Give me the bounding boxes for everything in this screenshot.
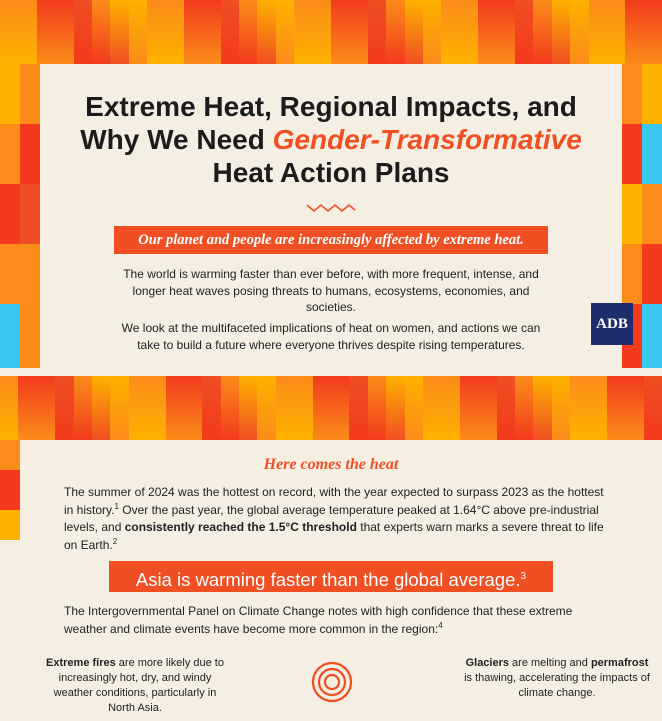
stripe bbox=[74, 376, 92, 440]
stripe bbox=[368, 0, 386, 64]
stripe bbox=[92, 376, 110, 440]
stripe bbox=[552, 376, 570, 440]
stripe bbox=[589, 0, 607, 64]
footnote-2: 2 bbox=[112, 537, 118, 547]
stripe bbox=[276, 376, 294, 440]
footnote-4: 4 bbox=[438, 621, 443, 631]
title-accent: Gender-Transformative bbox=[272, 124, 582, 156]
stripe bbox=[37, 0, 55, 64]
stripe bbox=[331, 376, 349, 440]
stripe-block bbox=[0, 124, 20, 184]
asia-banner-text: Asia is warming faster than the global average. bbox=[135, 569, 521, 591]
stripe bbox=[644, 0, 662, 64]
stripe bbox=[607, 376, 625, 440]
zigzag-divider-icon bbox=[306, 202, 356, 214]
top-stripe-band bbox=[0, 0, 662, 64]
stripe bbox=[239, 0, 257, 64]
stripe-block bbox=[642, 184, 662, 244]
stripe-block bbox=[0, 304, 20, 368]
stripe-block bbox=[622, 244, 642, 304]
summer-threshold-bold: consistently reached the 1.5°C threshold bbox=[124, 520, 357, 535]
stripe-block bbox=[642, 304, 662, 368]
stripe bbox=[294, 376, 312, 440]
summer-paragraph bbox=[64, 484, 604, 554]
stripe-block bbox=[20, 124, 40, 184]
stripe bbox=[221, 376, 239, 440]
stripe bbox=[405, 0, 423, 64]
stripe bbox=[441, 376, 459, 440]
stripe bbox=[202, 0, 220, 64]
stripe bbox=[533, 0, 551, 64]
stripe-block bbox=[20, 184, 40, 244]
stripe bbox=[110, 376, 128, 440]
stripe bbox=[0, 0, 18, 64]
stripe bbox=[570, 376, 588, 440]
stripe bbox=[129, 0, 147, 64]
stripe bbox=[423, 0, 441, 64]
stripe-block bbox=[642, 64, 662, 124]
intro-paragraph-2: We look at the multifaceted implications of heat on women, and actions we can take to build a future where everyone thrives despite rising temperatures. bbox=[121, 321, 541, 352]
footnote-1: 1 bbox=[114, 502, 119, 512]
summer-text-b: Over the past year, the global average temperature peaked at 1.64°C above pre-industrial levels, and bbox=[64, 503, 599, 535]
fires-body: are more likely due to increasingly hot, dry, and windy weather conditions, particularly in North Asia. bbox=[53, 657, 224, 714]
glaciers-body: are melting and bbox=[509, 657, 591, 669]
stripe bbox=[18, 376, 36, 440]
stripe bbox=[441, 0, 459, 64]
stripe-block bbox=[0, 184, 20, 244]
ipcc-paragraph bbox=[64, 603, 604, 638]
stripe bbox=[478, 376, 496, 440]
stripe bbox=[166, 0, 184, 64]
stripe bbox=[423, 376, 441, 440]
adb-logo: ADB bbox=[591, 303, 633, 345]
stripe-block bbox=[642, 124, 662, 184]
page-title bbox=[40, 90, 622, 189]
summer-text-c: that experts warn marks a severe threat to life on Earth. bbox=[64, 520, 604, 553]
summer-text-a: The summer of 2024 was the hottest on record, with the year expected to surpass 2023 as the hottest in history. bbox=[64, 485, 604, 518]
stripe bbox=[368, 376, 386, 440]
stripe-block bbox=[622, 64, 642, 124]
stripe bbox=[625, 376, 643, 440]
extreme-fires-text bbox=[40, 656, 230, 715]
stripe bbox=[533, 376, 551, 440]
stripe bbox=[0, 376, 18, 440]
sun-icon bbox=[312, 643, 352, 721]
stripe bbox=[37, 376, 55, 440]
stripe bbox=[460, 376, 478, 440]
stripe bbox=[570, 0, 588, 64]
stripe bbox=[331, 0, 349, 64]
stripe-block bbox=[0, 64, 20, 124]
glaciers-bold: Glaciers bbox=[465, 657, 509, 669]
stripe-block bbox=[622, 124, 642, 184]
stripe bbox=[478, 0, 496, 64]
stripe-block bbox=[20, 64, 40, 124]
footnote-3: 3 bbox=[520, 571, 527, 582]
stripe bbox=[18, 0, 36, 64]
stripe bbox=[515, 0, 533, 64]
stripe-block bbox=[20, 304, 40, 368]
left-stripe-column bbox=[0, 64, 20, 368]
intro-paragraph-1: The world is warming faster than ever before, with more frequent, intense, and longer heat waves posing threats to humans, ecosystems, economies, and societies. bbox=[123, 267, 539, 315]
stripe bbox=[294, 0, 312, 64]
stripe bbox=[386, 376, 404, 440]
title-line-1: Extreme Heat, Regional Impacts, and bbox=[85, 91, 577, 122]
stripe bbox=[349, 376, 367, 440]
stripe bbox=[55, 376, 73, 440]
title-line-2-prefix: Why We Need bbox=[80, 124, 273, 156]
permafrost-body: is thawing, accelerating the impacts of climate change. bbox=[464, 671, 650, 699]
stripe bbox=[74, 0, 92, 64]
stripe bbox=[313, 0, 331, 64]
stripe-block bbox=[642, 244, 662, 304]
stripe bbox=[497, 0, 515, 64]
stripe bbox=[184, 376, 202, 440]
stripe bbox=[147, 376, 165, 440]
left-stripe-column-inner bbox=[20, 64, 40, 368]
stripe bbox=[644, 376, 662, 440]
stripe-block bbox=[20, 244, 40, 304]
stripe bbox=[55, 0, 73, 64]
stripe bbox=[460, 0, 478, 64]
stripe bbox=[607, 0, 625, 64]
ipcc-text: The Intergovernmental Panel on Climate Change notes with high confidence that these extreme weather and climate events have become more common in the region: bbox=[64, 604, 573, 637]
stripe bbox=[276, 0, 294, 64]
stripe bbox=[386, 0, 404, 64]
title-line-3: Heat Action Plans bbox=[212, 157, 450, 189]
stripe bbox=[405, 376, 423, 440]
stripe bbox=[589, 376, 607, 440]
stripe bbox=[129, 376, 147, 440]
stripe bbox=[625, 0, 643, 64]
stripe bbox=[515, 376, 533, 440]
stripe bbox=[184, 0, 202, 64]
fires-bold: Extreme fires bbox=[46, 657, 116, 669]
stripe-block bbox=[622, 184, 642, 244]
stripe bbox=[257, 376, 275, 440]
right-stripe-column bbox=[642, 64, 662, 368]
stripe bbox=[166, 376, 184, 440]
permafrost-bold: permafrost bbox=[590, 657, 649, 669]
middle-stripe-band bbox=[0, 376, 662, 440]
stripe bbox=[497, 376, 515, 440]
stripe bbox=[202, 376, 220, 440]
stripe bbox=[239, 376, 257, 440]
stripe bbox=[147, 0, 165, 64]
glaciers-text bbox=[462, 656, 652, 701]
stripe-block bbox=[0, 470, 20, 510]
stripe bbox=[313, 376, 331, 440]
stripe bbox=[257, 0, 275, 64]
stripe bbox=[349, 0, 367, 64]
tagline-banner: Our planet and people are increasingly affected by extreme heat. bbox=[114, 226, 548, 254]
stripe bbox=[92, 0, 110, 64]
stripe bbox=[552, 0, 570, 64]
stripe-block bbox=[0, 244, 20, 304]
stripe bbox=[110, 0, 128, 64]
section-heading: Here comes the heat bbox=[263, 456, 399, 473]
stripe-block bbox=[0, 510, 20, 540]
asia-banner bbox=[109, 561, 553, 592]
stripe bbox=[221, 0, 239, 64]
